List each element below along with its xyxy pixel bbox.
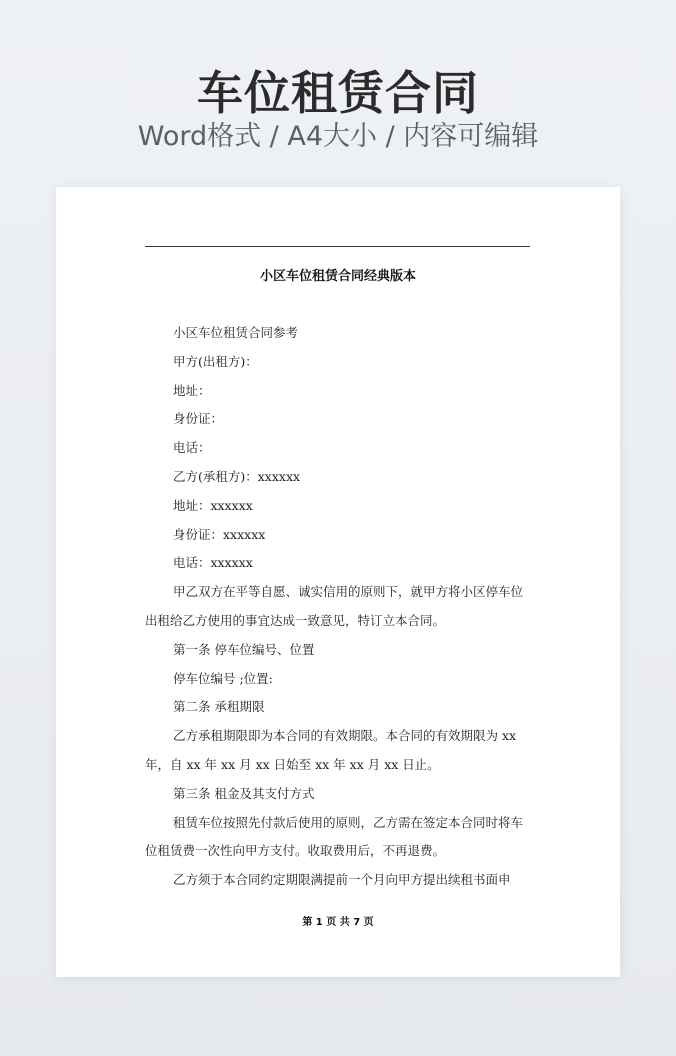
body-paragraph-preamble: 甲乙双方在平等自愿、诚实信用的原则下，就甲方将小区停车位出租给乙方使用的事宜达成一致意见，特订立本合同。 bbox=[145, 584, 524, 628]
body-article-1-content: 停车位编号 ;位置: bbox=[173, 670, 273, 686]
document-title: 小区车位租赁合同经典版本 bbox=[259, 269, 416, 284]
body-article-3-heading: 第三条 租金及其支付方式 bbox=[173, 785, 315, 801]
body-line-party-a-id: 身份证： bbox=[173, 411, 224, 427]
page-footer: 第 1 页 共 7 页 bbox=[302, 917, 374, 928]
body-article-1-heading: 第一条 停车位编号、位置 bbox=[173, 641, 315, 657]
body-line-party-b-id: 身份证：xxxxxx bbox=[173, 526, 266, 542]
body-line-heading: 小区车位租赁合同参考 bbox=[173, 325, 299, 340]
body-line-party-a: 甲方(出租方)： bbox=[173, 353, 258, 369]
body-line-party-a-phone: 电话： bbox=[173, 440, 211, 456]
body-line-party-a-address: 地址： bbox=[173, 382, 211, 398]
header-rule bbox=[145, 246, 530, 247]
document-body bbox=[145, 319, 530, 895]
body-article-3-renewal: 乙方须于本合同约定期限满提前一个月向甲方提出续租书面申 bbox=[173, 872, 511, 888]
body-article-2-content: 乙方承租期限即为本合同的有效期限。本合同的有效期限为 xx 年，自 xx 年 xx 月 xx 日始至 xx 年 xx 月 xx 日止。 bbox=[145, 728, 517, 772]
banner-title: 车位租赁合同 bbox=[197, 66, 479, 120]
body-line-party-b-phone: 电话：xxxxxx bbox=[173, 555, 253, 571]
body-line-party-b: 乙方(承租方)：xxxxxx bbox=[173, 468, 301, 484]
body-article-3-content: 租赁车位按照先付款后使用的原则，乙方需在签定本合同时将车位租赁费一次性向甲方支付。收取费用后，不再退费。 bbox=[145, 814, 524, 859]
body-article-2-heading: 第二条 承租期限 bbox=[173, 699, 265, 715]
body-line-party-b-address: 地址：xxxxxx bbox=[173, 497, 253, 513]
banner-subtitle: Word格式 / A4大小 / 内容可编辑 bbox=[137, 121, 539, 152]
document-page bbox=[56, 187, 620, 977]
